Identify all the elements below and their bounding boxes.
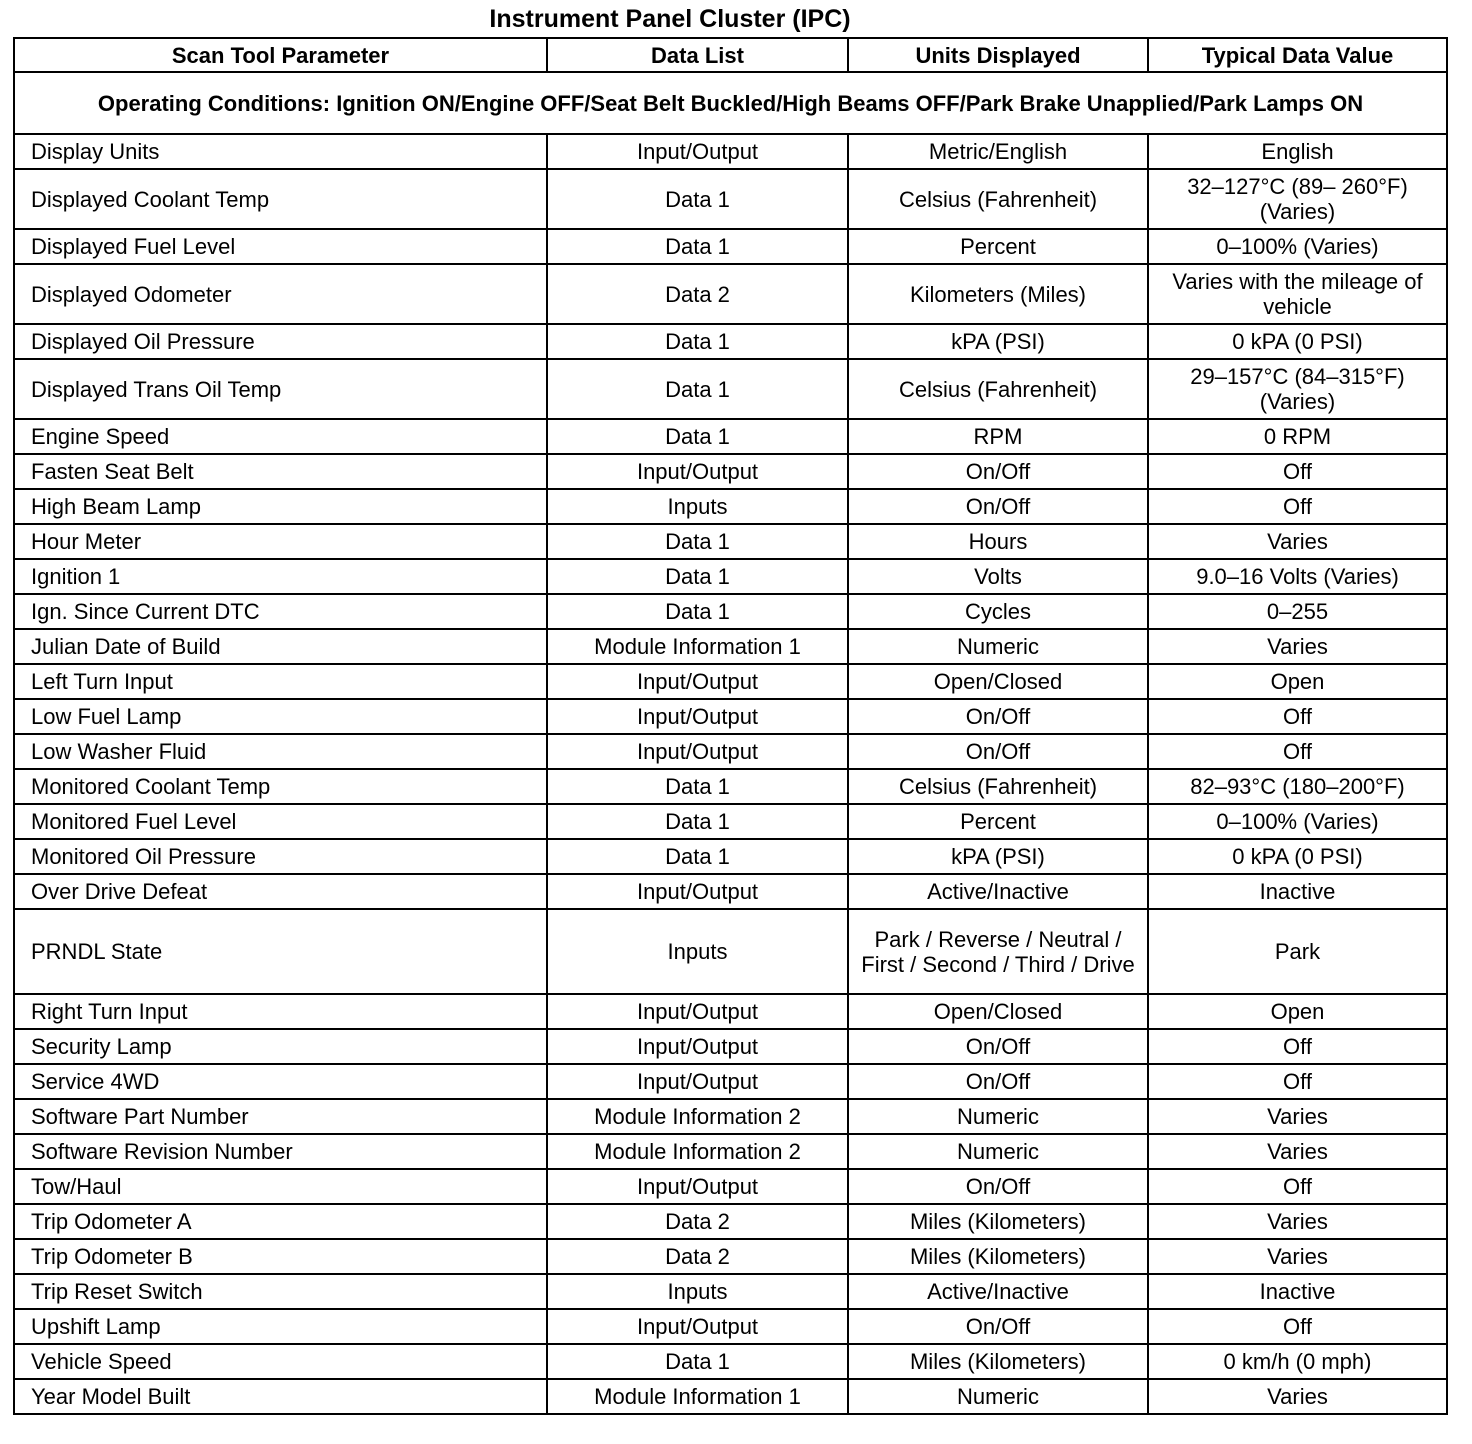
data-list-cell: Data 2 (547, 1204, 848, 1239)
param-cell: Year Model Built (14, 1379, 547, 1414)
data-list-cell: Input/Output (547, 664, 848, 699)
param-cell: Service 4WD (14, 1064, 547, 1099)
table-row (14, 629, 1447, 664)
data-list-cell: Data 1 (547, 839, 848, 874)
param-cell: Monitored Oil Pressure (14, 839, 547, 874)
typical-value-cell: 0 RPM (1148, 419, 1447, 454)
param-cell: Display Units (14, 134, 547, 169)
header-scan-tool-parameter: Scan Tool Parameter (14, 38, 547, 72)
table-row (14, 489, 1447, 524)
operating-conditions: Operating Conditions: Ignition ON/Engine OFF/Seat Belt Buckled/High Beams OFF/Park Brake Unapplied/Park Lamps ON (14, 72, 1447, 134)
typical-value-cell: Varies (1148, 1204, 1447, 1239)
param-cell: Displayed Trans Oil Temp (14, 359, 547, 419)
typical-value-cell: Off (1148, 734, 1447, 769)
units-cell: Cycles (848, 594, 1148, 629)
table-row (14, 769, 1447, 804)
data-list-cell: Module Information 2 (547, 1099, 848, 1134)
table-row (14, 804, 1447, 839)
param-cell: Monitored Fuel Level (14, 804, 547, 839)
table-row (14, 1309, 1447, 1344)
param-cell: Hour Meter (14, 524, 547, 559)
param-cell: Ignition 1 (14, 559, 547, 594)
units-cell: On/Off (848, 1309, 1148, 1344)
units-cell: On/Off (848, 1029, 1148, 1064)
units-cell: Numeric (848, 1099, 1148, 1134)
table-row (14, 734, 1447, 769)
param-cell: Software Revision Number (14, 1134, 547, 1169)
data-list-cell: Data 1 (547, 559, 848, 594)
ipc-data-table (13, 37, 1448, 1415)
units-cell: Metric/English (848, 134, 1148, 169)
units-cell: Numeric (848, 1379, 1148, 1414)
typical-value-cell: Open (1148, 664, 1447, 699)
typical-value-cell: 0–255 (1148, 594, 1447, 629)
typical-value-cell: Park (1148, 909, 1447, 994)
typical-value-cell: English (1148, 134, 1447, 169)
table-row (14, 559, 1447, 594)
data-list-cell: Data 2 (547, 264, 848, 324)
table-row (14, 1274, 1447, 1309)
typical-value-cell: 82–93°C (180–200°F) (1148, 769, 1447, 804)
typical-value-cell: Varies (1148, 1099, 1447, 1134)
param-cell: Fasten Seat Belt (14, 454, 547, 489)
data-list-cell: Inputs (547, 909, 848, 994)
units-cell: Park / Reverse / Neutral / First / Second / Third / Drive (848, 909, 1148, 994)
data-list-cell: Data 1 (547, 229, 848, 264)
typical-value-cell: 0–100% (Varies) (1148, 804, 1447, 839)
page-title: Instrument Panel Cluster (IPC) (489, 5, 851, 33)
data-list-cell: Data 1 (547, 359, 848, 419)
data-list-cell: Data 1 (547, 769, 848, 804)
param-cell: Over Drive Defeat (14, 874, 547, 909)
param-cell: PRNDL State (14, 909, 547, 994)
data-list-cell: Input/Output (547, 134, 848, 169)
param-cell: Trip Reset Switch (14, 1274, 547, 1309)
table-row (14, 324, 1447, 359)
typical-value-cell: 32–127°C (89– 260°F) (Varies) (1148, 169, 1447, 229)
typical-value-cell: Inactive (1148, 1274, 1447, 1309)
table-row (14, 169, 1447, 229)
typical-value-cell: 0 km/h (0 mph) (1148, 1344, 1447, 1379)
units-cell: On/Off (848, 699, 1148, 734)
data-list-cell: Input/Output (547, 1029, 848, 1064)
header-typical-data-value: Typical Data Value (1148, 38, 1447, 72)
param-cell: Software Part Number (14, 1099, 547, 1134)
operating-conditions-row (14, 72, 1447, 134)
typical-value-cell: Open (1148, 994, 1447, 1029)
units-cell: Kilometers (Miles) (848, 264, 1148, 324)
data-list-cell: Input/Output (547, 1064, 848, 1099)
table-row (14, 1029, 1447, 1064)
typical-value-cell: Off (1148, 489, 1447, 524)
typical-value-cell: Off (1148, 454, 1447, 489)
units-cell: RPM (848, 419, 1148, 454)
typical-value-cell: 0–100% (Varies) (1148, 229, 1447, 264)
header-row (14, 38, 1447, 72)
table-row (14, 229, 1447, 264)
param-cell: Left Turn Input (14, 664, 547, 699)
units-cell: Percent (848, 229, 1148, 264)
table-row (14, 1204, 1447, 1239)
header-data-list: Data List (547, 38, 848, 72)
table-row (14, 1239, 1447, 1274)
param-cell: Displayed Oil Pressure (14, 324, 547, 359)
typical-value-cell: 0 kPA (0 PSI) (1148, 839, 1447, 874)
data-list-cell: Input/Output (547, 734, 848, 769)
data-list-cell: Module Information 2 (547, 1134, 848, 1169)
units-cell: Celsius (Fahrenheit) (848, 769, 1148, 804)
data-list-cell: Inputs (547, 489, 848, 524)
param-cell: Right Turn Input (14, 994, 547, 1029)
units-cell: On/Off (848, 1064, 1148, 1099)
table-row (14, 699, 1447, 734)
param-cell: Low Fuel Lamp (14, 699, 547, 734)
data-list-cell: Module Information 1 (547, 1379, 848, 1414)
param-cell: Ign. Since Current DTC (14, 594, 547, 629)
units-cell: Miles (Kilometers) (848, 1344, 1148, 1379)
data-list-cell: Data 1 (547, 594, 848, 629)
table-row (14, 909, 1447, 994)
typical-value-cell: Inactive (1148, 874, 1447, 909)
data-list-cell: Input/Output (547, 994, 848, 1029)
table-row (14, 419, 1447, 454)
table-row (14, 994, 1447, 1029)
units-cell: kPA (PSI) (848, 324, 1148, 359)
units-cell: Miles (Kilometers) (848, 1239, 1148, 1274)
param-cell: Security Lamp (14, 1029, 547, 1064)
param-cell: Displayed Fuel Level (14, 229, 547, 264)
table-row (14, 594, 1447, 629)
typical-value-cell: Varies (1148, 629, 1447, 664)
typical-value-cell: Varies with the mileage of vehicle (1148, 264, 1447, 324)
table-row (14, 664, 1447, 699)
table-row (14, 1099, 1447, 1134)
typical-value-cell: Off (1148, 1169, 1447, 1204)
table-row (14, 1344, 1447, 1379)
param-cell: Vehicle Speed (14, 1344, 547, 1379)
units-cell: Active/Inactive (848, 874, 1148, 909)
data-list-cell: Data 1 (547, 324, 848, 359)
param-cell: Engine Speed (14, 419, 547, 454)
typical-value-cell: Varies (1148, 1239, 1447, 1274)
typical-value-cell: 9.0–16 Volts (Varies) (1148, 559, 1447, 594)
typical-value-cell: Varies (1148, 1379, 1447, 1414)
param-cell: Displayed Odometer (14, 264, 547, 324)
typical-value-cell: 29–157°C (84–315°F) (Varies) (1148, 359, 1447, 419)
data-list-cell: Data 1 (547, 524, 848, 559)
units-cell: Numeric (848, 1134, 1148, 1169)
units-cell: kPA (PSI) (848, 839, 1148, 874)
data-list-cell: Data 2 (547, 1239, 848, 1274)
data-list-cell: Input/Output (547, 699, 848, 734)
typical-value-cell: Varies (1148, 524, 1447, 559)
table-row (14, 134, 1447, 169)
data-list-cell: Data 1 (547, 419, 848, 454)
data-list-cell: Input/Output (547, 874, 848, 909)
units-cell: On/Off (848, 454, 1148, 489)
units-cell: On/Off (848, 1169, 1148, 1204)
units-cell: Celsius (Fahrenheit) (848, 359, 1148, 419)
data-list-cell: Data 1 (547, 1344, 848, 1379)
table-row (14, 1169, 1447, 1204)
data-list-cell: Input/Output (547, 1309, 848, 1344)
param-cell: Tow/Haul (14, 1169, 547, 1204)
units-cell: Numeric (848, 629, 1148, 664)
units-cell: Celsius (Fahrenheit) (848, 169, 1148, 229)
param-cell: Trip Odometer A (14, 1204, 547, 1239)
data-list-cell: Data 1 (547, 804, 848, 839)
param-cell: Julian Date of Build (14, 629, 547, 664)
table-row (14, 1064, 1447, 1099)
table-row (14, 359, 1447, 419)
typical-value-cell: Off (1148, 1064, 1447, 1099)
units-cell: Hours (848, 524, 1148, 559)
table-row (14, 1379, 1447, 1414)
param-cell: Monitored Coolant Temp (14, 769, 547, 804)
data-list-cell: Data 1 (547, 169, 848, 229)
table-row (14, 454, 1447, 489)
typical-value-cell: Off (1148, 1029, 1447, 1064)
table-row (14, 264, 1447, 324)
data-list-cell: Inputs (547, 1274, 848, 1309)
units-cell: On/Off (848, 734, 1148, 769)
table-row (14, 839, 1447, 874)
units-cell: Volts (848, 559, 1148, 594)
table-row (14, 524, 1447, 559)
table-row (14, 874, 1447, 909)
param-cell: High Beam Lamp (14, 489, 547, 524)
units-cell: Active/Inactive (848, 1274, 1148, 1309)
param-cell: Low Washer Fluid (14, 734, 547, 769)
table-row (14, 1134, 1447, 1169)
typical-value-cell: Varies (1148, 1134, 1447, 1169)
typical-value-cell: 0 kPA (0 PSI) (1148, 324, 1447, 359)
data-list-cell: Input/Output (547, 1169, 848, 1204)
header-units-displayed: Units Displayed (848, 38, 1148, 72)
data-list-cell: Module Information 1 (547, 629, 848, 664)
units-cell: Open/Closed (848, 664, 1148, 699)
typical-value-cell: Off (1148, 1309, 1447, 1344)
param-cell: Trip Odometer B (14, 1239, 547, 1274)
units-cell: On/Off (848, 489, 1148, 524)
typical-value-cell: Off (1148, 699, 1447, 734)
units-cell: Open/Closed (848, 994, 1148, 1029)
data-list-cell: Input/Output (547, 454, 848, 489)
param-cell: Upshift Lamp (14, 1309, 547, 1344)
param-cell: Displayed Coolant Temp (14, 169, 547, 229)
units-cell: Percent (848, 804, 1148, 839)
units-cell: Miles (Kilometers) (848, 1204, 1148, 1239)
